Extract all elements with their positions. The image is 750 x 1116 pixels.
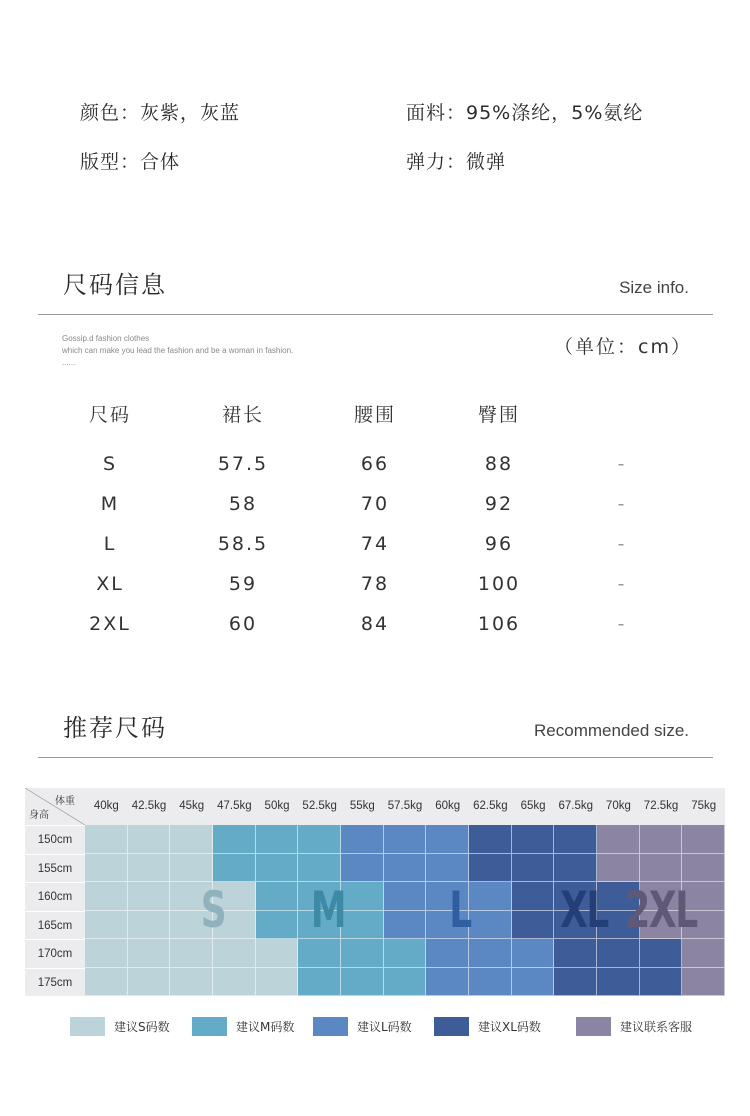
legend-label: 建议XL码数 xyxy=(478,1020,541,1034)
size-cell-m xyxy=(298,882,341,911)
size-cell-s xyxy=(85,882,128,911)
grid-corner xyxy=(25,788,85,825)
weight-label: 65kg xyxy=(520,800,546,812)
size-cell-2xl xyxy=(682,882,725,911)
size-cell-xl xyxy=(512,882,555,911)
cell-size: M xyxy=(100,493,120,515)
table-row xyxy=(50,524,690,564)
size-cell-xl xyxy=(597,882,640,911)
size-cell-m xyxy=(341,882,384,911)
size-cell-s xyxy=(213,968,256,997)
cell-extra: - xyxy=(617,573,627,595)
size-cell-xl xyxy=(554,854,597,883)
size-cell-s xyxy=(170,911,213,940)
cell-waist: 74 xyxy=(360,533,390,555)
size-cell-m xyxy=(298,825,341,854)
cell-skirt-length: 58 xyxy=(228,493,258,515)
weight-label: 60kg xyxy=(435,800,461,812)
size-cell-l xyxy=(512,968,555,997)
size-info-divider xyxy=(38,314,713,315)
size-cell-s xyxy=(128,825,171,854)
table-row xyxy=(50,484,690,524)
size-cell-l xyxy=(384,825,427,854)
size-cell-s xyxy=(128,968,171,997)
size-cell-m xyxy=(298,968,341,997)
cell-hip: 100 xyxy=(477,573,521,595)
size-cell-2xl xyxy=(597,854,640,883)
size-cell-l xyxy=(426,882,469,911)
size-cell-l xyxy=(469,968,512,997)
size-cell-xl xyxy=(469,854,512,883)
header-skirt-length: 裙长 xyxy=(221,404,264,426)
weight-label: 75kg xyxy=(691,800,717,812)
corner-height-label: 身高 xyxy=(29,810,49,821)
size-cell-2xl xyxy=(640,911,683,940)
size-cell-l xyxy=(469,911,512,940)
legend-label: 建议L码数 xyxy=(357,1020,412,1034)
size-cell-l xyxy=(341,854,384,883)
weight-header-row xyxy=(85,788,725,825)
weight-label: 40kg xyxy=(93,800,119,812)
size-cell-m xyxy=(213,854,256,883)
corner-weight-label: 体重 xyxy=(55,796,75,807)
size-cell-l xyxy=(426,911,469,940)
tagline-line-3: ...... xyxy=(62,358,76,367)
size-cell-m xyxy=(298,854,341,883)
weight-label: 70kg xyxy=(605,800,631,812)
size-cell-l xyxy=(469,939,512,968)
cell-skirt-length: 58.5 xyxy=(217,533,269,555)
size-cell-l xyxy=(469,882,512,911)
cell-hip: 106 xyxy=(477,613,521,635)
size-cell-l xyxy=(426,968,469,997)
size-cell-m xyxy=(384,968,427,997)
header-waist: 腰围 xyxy=(353,404,396,426)
size-cell-l xyxy=(384,911,427,940)
size-cell-s xyxy=(128,939,171,968)
size-cell-s xyxy=(128,854,171,883)
size-cell-2xl xyxy=(640,854,683,883)
size-cell-s xyxy=(85,968,128,997)
tagline-line-1: Gossip.d fashion clothes xyxy=(62,334,150,343)
size-cell-m xyxy=(341,911,384,940)
cell-waist: 84 xyxy=(360,613,390,635)
size-cell-2xl xyxy=(597,825,640,854)
spec-fit: 版型：合体 xyxy=(80,151,181,173)
size-cell-s xyxy=(170,854,213,883)
tagline-line-2: which can make you lead the fashion and be a woman in fashion. xyxy=(62,346,294,355)
size-cell-xl xyxy=(597,911,640,940)
header-size: 尺码 xyxy=(88,404,131,426)
size-cell-s xyxy=(85,825,128,854)
cell-skirt-length: 57.5 xyxy=(217,453,269,475)
size-info-title: 尺码信息 xyxy=(63,271,167,299)
table-row xyxy=(50,444,690,484)
cell-hip: 96 xyxy=(484,533,514,555)
height-label: 160cm xyxy=(25,882,85,911)
size-cell-xl xyxy=(554,968,597,997)
size-cell-l xyxy=(426,825,469,854)
cell-skirt-length: 60 xyxy=(228,613,258,635)
legend-swatch xyxy=(313,1017,348,1036)
size-cell-2xl xyxy=(640,825,683,854)
size-table-header xyxy=(50,396,690,436)
size-cell-2xl xyxy=(682,825,725,854)
cell-size: S xyxy=(102,453,118,475)
size-cell-m xyxy=(256,854,299,883)
size-legend xyxy=(70,1016,700,1036)
size-cell-l xyxy=(384,882,427,911)
legend-item-l xyxy=(313,1016,412,1036)
weight-label: 67.5kg xyxy=(558,800,593,812)
size-cell-m xyxy=(298,939,341,968)
size-cell-s xyxy=(256,939,299,968)
size-cell-xl xyxy=(512,825,555,854)
legend-swatch xyxy=(434,1017,469,1036)
size-cell-s xyxy=(213,911,256,940)
height-header-column xyxy=(25,825,85,996)
size-cell-xl xyxy=(640,968,683,997)
cell-waist: 78 xyxy=(360,573,390,595)
size-cell-l xyxy=(384,854,427,883)
size-cell-xl xyxy=(597,968,640,997)
cell-extra: - xyxy=(617,493,627,515)
cell-extra: - xyxy=(617,613,627,635)
size-table xyxy=(50,396,690,644)
size-label-2xl: 2XL xyxy=(625,881,697,939)
table-row xyxy=(50,604,690,644)
weight-label: 42.5kg xyxy=(131,800,167,812)
size-cell-s xyxy=(85,854,128,883)
size-cell-2xl xyxy=(682,911,725,940)
brand-tagline xyxy=(62,333,293,369)
size-cell-s xyxy=(256,968,299,997)
size-label-l: L xyxy=(449,881,472,939)
spec-color: 颜色：灰紫，灰蓝 xyxy=(80,102,241,124)
size-cell-s xyxy=(213,882,256,911)
size-cell-l xyxy=(426,939,469,968)
unit-label: （单位：cm） xyxy=(554,336,692,358)
size-cell-s xyxy=(213,939,256,968)
size-cell-s xyxy=(170,825,213,854)
cell-skirt-length: 59 xyxy=(228,573,258,595)
legend-label: 建议联系客服 xyxy=(620,1020,693,1034)
spec-fabric: 面料：95%涤纶，5%氨纶 xyxy=(406,102,644,124)
size-cell-xl xyxy=(554,825,597,854)
legend-item-xl xyxy=(434,1016,541,1036)
size-cells xyxy=(85,825,725,996)
spec-elasticity: 弹力：微弹 xyxy=(406,151,507,173)
size-cell-xl xyxy=(554,911,597,940)
size-cell-s xyxy=(170,968,213,997)
legend-swatch xyxy=(192,1017,227,1036)
legend-label: 建议M码数 xyxy=(236,1020,295,1034)
header-hip: 臀围 xyxy=(477,404,520,426)
legend-swatch xyxy=(576,1017,611,1036)
legend-item-2xl xyxy=(576,1016,692,1036)
size-cell-m xyxy=(256,825,299,854)
size-cell-l xyxy=(341,825,384,854)
size-cell-xl xyxy=(597,939,640,968)
size-cell-m xyxy=(298,911,341,940)
size-cell-m xyxy=(384,939,427,968)
weight-label: 52.5kg xyxy=(302,800,337,812)
size-label-s: S xyxy=(200,881,226,939)
height-label: 175cm xyxy=(25,968,85,997)
height-label: 170cm xyxy=(25,939,85,968)
cell-waist: 66 xyxy=(360,453,390,475)
cell-extra: - xyxy=(617,453,627,475)
weight-label: 50kg xyxy=(264,800,290,812)
legend-swatch xyxy=(70,1017,105,1036)
height-label: 150cm xyxy=(25,825,85,854)
size-cell-s xyxy=(85,939,128,968)
weight-label: 45kg xyxy=(179,800,205,812)
cell-size: XL xyxy=(96,573,124,595)
weight-label: 72.5kg xyxy=(643,800,679,812)
cell-hip: 88 xyxy=(484,453,514,475)
size-cell-m xyxy=(341,939,384,968)
recommended-title: 推荐尺码 xyxy=(63,714,167,742)
recommended-size-grid xyxy=(25,788,725,996)
size-cell-xl xyxy=(640,939,683,968)
recommended-divider xyxy=(38,757,713,758)
size-cell-xl xyxy=(469,825,512,854)
size-cell-2xl xyxy=(682,939,725,968)
size-cell-m xyxy=(256,882,299,911)
recommended-title-en: Recommended size. xyxy=(534,721,689,740)
size-label-xl: XL xyxy=(560,881,609,939)
size-cell-s xyxy=(170,939,213,968)
weight-label: 57.5kg xyxy=(387,800,423,812)
height-label: 165cm xyxy=(25,911,85,940)
size-cell-xl xyxy=(512,911,555,940)
cell-extra: - xyxy=(617,533,627,555)
size-cell-xl xyxy=(554,882,597,911)
size-label-m: M xyxy=(310,881,346,939)
cell-hip: 92 xyxy=(484,493,514,515)
weight-label: 55kg xyxy=(349,800,375,812)
weight-label: 47.5kg xyxy=(217,800,252,812)
size-cell-m xyxy=(256,911,299,940)
size-cell-m xyxy=(213,825,256,854)
size-cell-s xyxy=(128,882,171,911)
size-cell-2xl xyxy=(640,882,683,911)
size-cell-2xl xyxy=(682,854,725,883)
size-cell-l xyxy=(512,939,555,968)
legend-item-m xyxy=(192,1016,294,1036)
size-cell-s xyxy=(85,911,128,940)
cell-waist: 70 xyxy=(360,493,390,515)
size-cell-s xyxy=(128,911,171,940)
cell-size: 2XL xyxy=(89,613,131,635)
legend-label: 建议S码数 xyxy=(114,1020,170,1034)
size-cell-s xyxy=(170,882,213,911)
size-cell-xl xyxy=(512,854,555,883)
size-cell-xl xyxy=(554,939,597,968)
legend-item-s xyxy=(70,1016,170,1036)
weight-label: 62.5kg xyxy=(473,800,508,812)
size-cell-2xl xyxy=(682,968,725,997)
size-info-title-en: Size info. xyxy=(619,278,689,297)
table-row xyxy=(50,564,690,604)
height-label: 155cm xyxy=(25,854,85,883)
size-cell-m xyxy=(341,968,384,997)
size-cell-l xyxy=(426,854,469,883)
cell-size: L xyxy=(103,533,117,555)
